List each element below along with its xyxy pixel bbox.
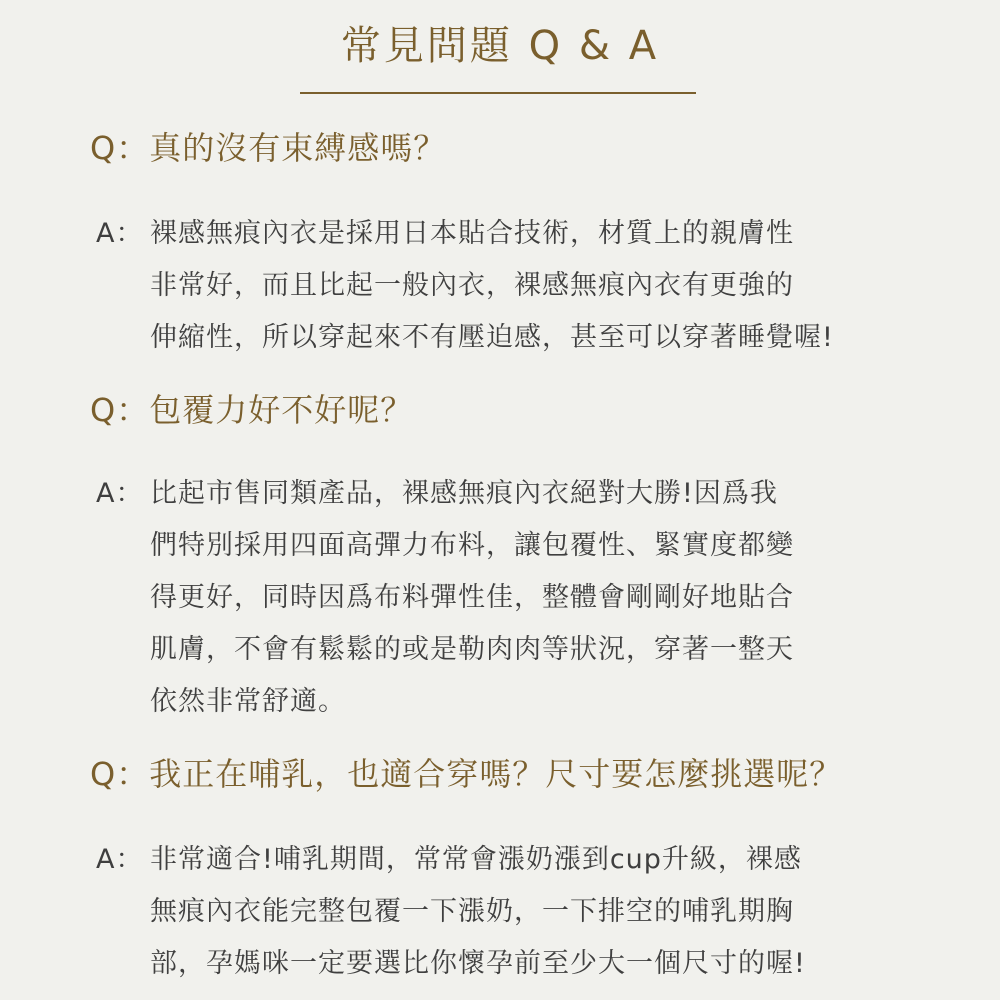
- answer-line: 無痕內衣能完整包覆一下漲奶，一下排空的哺乳期胸: [150, 896, 794, 927]
- faq-question-3: [90, 752, 842, 796]
- answer-mark: A：: [96, 844, 144, 875]
- answer-line: 非常適合!哺乳期間，常常會漲奶漲到cup升級，裸感: [150, 844, 802, 875]
- faq-question-2: [90, 388, 413, 432]
- answer-line: 非常好，而且比起一般內衣，裸感無痕內衣有更強的: [150, 270, 794, 301]
- faq-answer-1: [96, 208, 916, 364]
- answer-line: 得更好，同時因爲布料彈性佳，整體會剛剛好地貼合: [150, 582, 794, 613]
- answer-line: 部，孕媽咪一定要選比你懷孕前至少大一個尺寸的喔!: [150, 948, 806, 979]
- faq-question-1: [90, 126, 446, 170]
- answer-line: 伸縮性，所以穿起來不有壓迫感，甚至可以穿著睡覺喔!: [150, 322, 834, 353]
- question-mark: Q：: [90, 755, 150, 793]
- answer-mark: A：: [96, 478, 144, 509]
- question-text: 真的沒有束縛感嗎？: [149, 129, 447, 167]
- title-divider: [300, 92, 696, 94]
- answer-line: 比起市售同類產品，裸感無痕內衣絕對大勝!因爲我: [150, 478, 778, 509]
- question-text: 包覆力好不好呢？: [149, 391, 414, 429]
- page-title: 常見問題 Q & A: [340, 23, 660, 69]
- answer-mark: A：: [96, 218, 144, 249]
- question-mark: Q：: [90, 129, 150, 167]
- answer-line: 依然非常舒適。: [150, 686, 346, 717]
- faq-answer-2: [96, 468, 916, 728]
- answer-line: 肌膚，不會有鬆鬆的或是勒肉肉等狀況，穿著一整天: [150, 634, 794, 665]
- faq-answer-3: [96, 834, 916, 990]
- answer-line: 裸感無痕內衣是採用日本貼合技術，材質上的親膚性: [150, 218, 794, 249]
- answer-line: 們特別採用四面高彈力布料，讓包覆性、緊實度都變: [150, 530, 794, 561]
- question-text: 我正在哺乳，也適合穿嗎？尺寸要怎麼挑選呢？: [149, 755, 843, 793]
- question-mark: Q：: [90, 391, 150, 429]
